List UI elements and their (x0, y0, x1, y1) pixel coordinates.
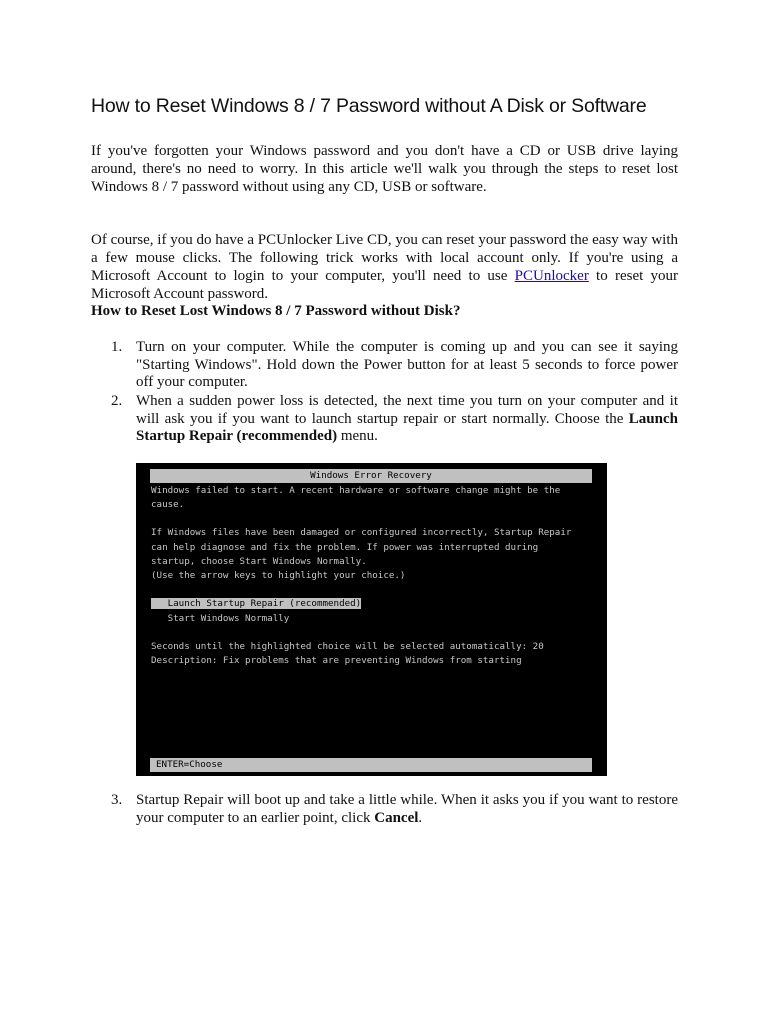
console-line: Windows failed to start. A recent hardware or software change might be the (151, 485, 561, 496)
section-heading: How to Reset Lost Windows 8 / 7 Password without Disk? (91, 303, 461, 319)
list-item-text (136, 792, 678, 827)
console-header-bar: Windows Error Recovery (150, 469, 592, 483)
console-line: cause. (151, 499, 185, 510)
console-line: startup, choose Start Windows Normally. (151, 556, 367, 567)
step-text: When a sudden power loss is detected, the next time you turn on your computer and it will ask you if you want to launch startup repair or start normally. Choose the (136, 393, 678, 427)
start-windows-normally-option: Start Windows Normally (167, 613, 290, 624)
list-item-text: Turn on your computer. While the computer is coming up and you can see it saying "Starting Windows". Hold down the Power button for at least 5 seconds to force power off your computer. (136, 339, 678, 390)
console-option (151, 612, 289, 626)
step-text-after: . (418, 809, 423, 826)
step-bold-text: Launch Startup Repair (recommended) (136, 410, 678, 444)
step-text-after: menu. (337, 428, 378, 444)
pcunlocker-link[interactable]: PCUnlocker (514, 268, 589, 284)
intro-paragraph: If you've forgotten your Windows password and you don't have a CD or USB drive laying around, there's no need to worry. In this article we'll walk you through the steps to reset lost Windows 8 / 7 password without using any CD, USB or software. (91, 143, 678, 195)
page-title: How to Reset Windows 8 / 7 Password without A Disk or Software (91, 95, 647, 117)
console-option-highlighted (151, 597, 361, 611)
list-number: 2. (111, 393, 123, 409)
list-item-text (136, 393, 678, 446)
console-line: can help diagnose and fix the problem. If power was interrupted during (151, 542, 539, 553)
console-footer-bar: ENTER=Choose (150, 758, 592, 772)
console-line: (Use the arrow keys to highlight your choice.) (151, 570, 406, 581)
windows-error-recovery-screenshot (136, 463, 607, 776)
paragraph-text-after: to reset your Microsoft Account password. (91, 268, 678, 302)
paragraph-text-before: Of course, if you do have a PCUnlocker Live CD, you can reset your password the easy way with a few mouse clicks. The following trick works with local account only. If you're using a Microsoft Account to login to your computer, you'll need to use (91, 232, 678, 284)
list-number: 1. (111, 339, 123, 355)
step-text: Startup Repair will boot up and take a little while. When it asks you if you want to restore your computer to an earlier point, click (136, 792, 678, 826)
console-countdown: Seconds until the highlighted choice will be selected automatically: 20 (151, 641, 544, 652)
console-line: If Windows files have been damaged or configured incorrectly, Startup Repair (151, 527, 572, 538)
step-bold-text: Cancel (374, 809, 419, 826)
launch-startup-repair-option: Launch Startup Repair (recommended) (151, 598, 361, 609)
console-description: Description: Fix problems that are preventing Windows from starting (151, 655, 522, 666)
list-number: 3. (111, 792, 123, 808)
pcunlocker-paragraph (91, 231, 678, 303)
